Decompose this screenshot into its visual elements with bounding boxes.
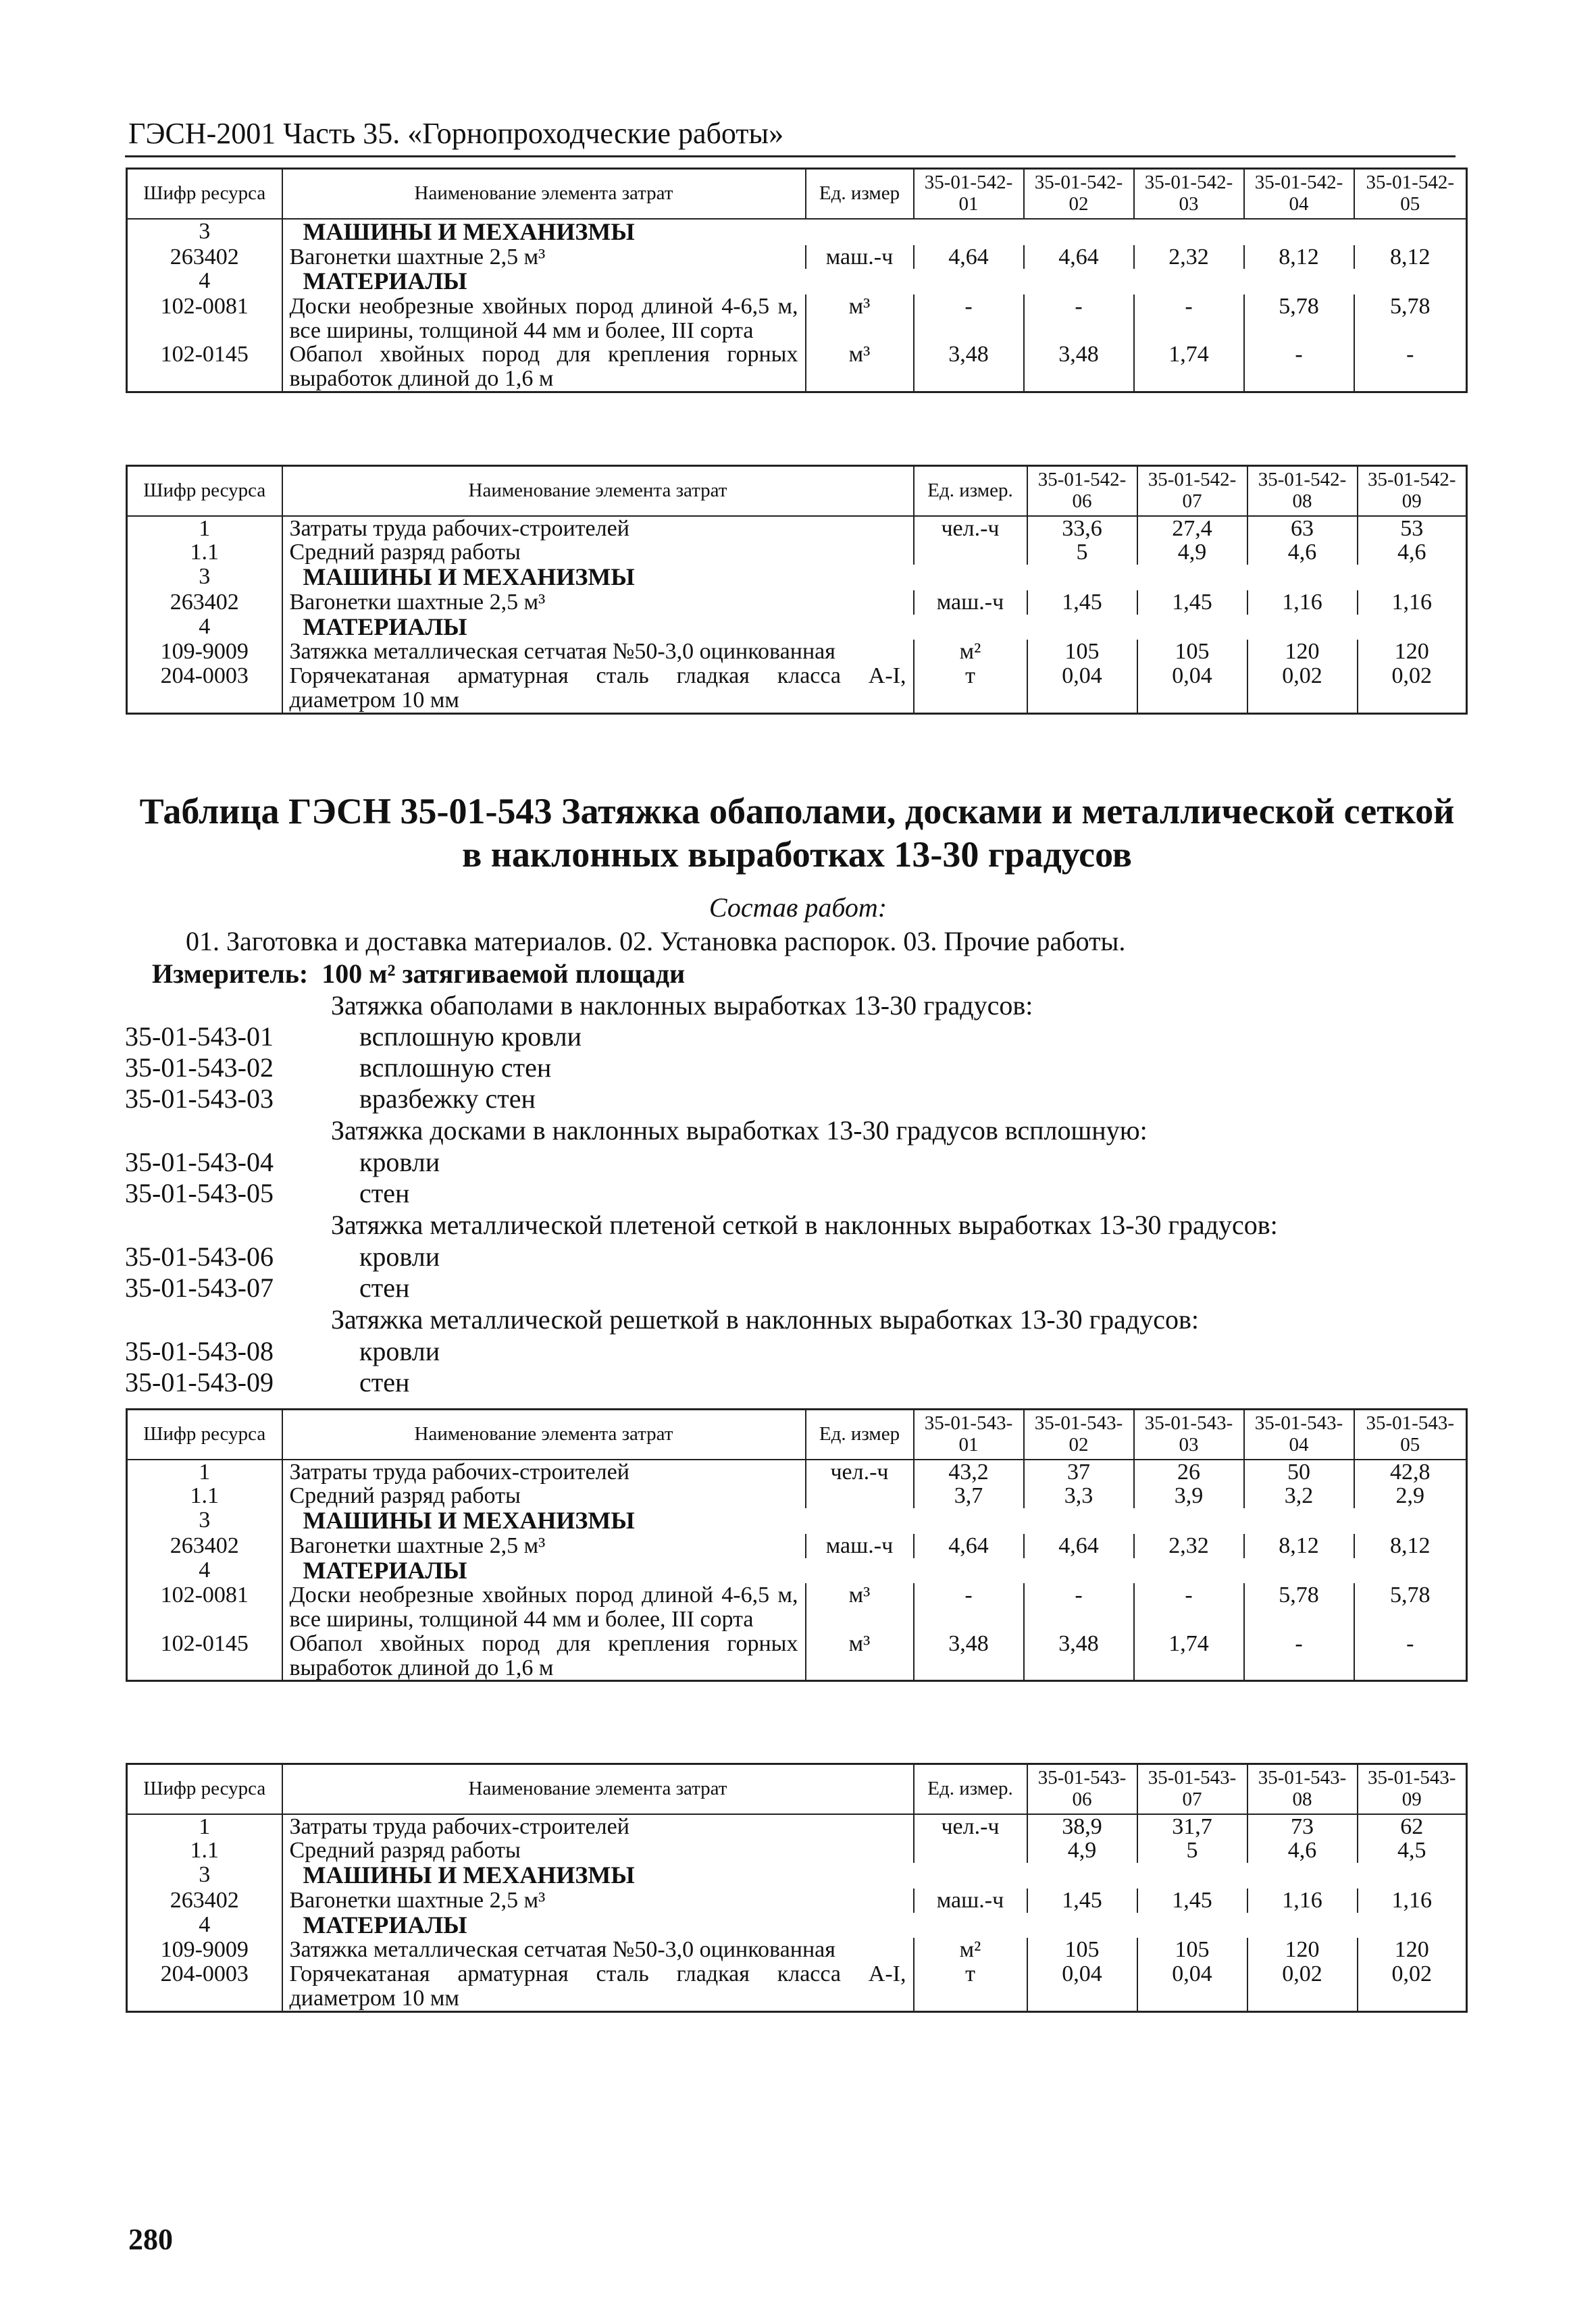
value-cell: 53: [1358, 516, 1467, 541]
cost-element-name: Вагонетки шахтные 2,5 м³: [282, 245, 806, 269]
value-cell: 1,45: [1137, 1888, 1247, 1913]
unit-cell: чел.-ч: [914, 516, 1027, 541]
section-heading: МАШИНЫ И МЕХАНИЗМЫ: [282, 219, 1467, 245]
value-cell: 1,74: [1134, 342, 1244, 392]
column-header: Наименование элемента затрат: [282, 466, 914, 516]
variant-code: 35-01-543-08: [125, 1336, 274, 1366]
table-row: [127, 1888, 1467, 1913]
value-cell: 42,8: [1354, 1460, 1467, 1485]
column-header: 35-01-542-08: [1247, 466, 1358, 516]
value-cell: 1,16: [1358, 1888, 1467, 1913]
value-cell: 0,04: [1137, 1962, 1247, 2011]
value-cell: 0,04: [1137, 664, 1247, 713]
variant-text: кровли: [359, 1241, 440, 1272]
resource-table-543-06-09: [126, 1763, 1468, 2013]
column-header: 35-01-543-02: [1024, 1410, 1134, 1460]
cost-element-name: Обапол хвойных пород для крепления горных выработок длиной до 1,6 м: [282, 342, 806, 392]
value-cell: -: [914, 294, 1024, 342]
running-header: ГЭСН-2001 Часть 35. «Горнопроходческие работы»: [128, 117, 784, 150]
meter: [152, 958, 685, 989]
meter-value: 100 м² затягиваемой площади: [321, 958, 686, 989]
cost-element-name: Затраты труда рабочих-строителей: [282, 1460, 806, 1485]
value-cell: 3,2: [1244, 1484, 1354, 1508]
resource-code: 1.1: [127, 1839, 282, 1863]
value-cell: 33,6: [1027, 516, 1137, 541]
value-cell: 3,7: [914, 1484, 1024, 1508]
unit-cell: маш.-ч: [914, 590, 1027, 615]
unit-cell: т: [914, 664, 1027, 713]
value-cell: 105: [1137, 640, 1247, 664]
value-cell: 4,9: [1137, 540, 1247, 565]
value-cell: 4,64: [1024, 245, 1134, 269]
table-row: [127, 615, 1467, 640]
variant-code: 35-01-543-01: [125, 1021, 274, 1052]
table-row: [127, 1632, 1467, 1681]
value-cell: 5,78: [1244, 294, 1354, 342]
group-title: Затяжка обаполами в наклонных выработках 13-30 градусов:: [331, 990, 1033, 1021]
value-cell: -: [1024, 294, 1134, 342]
header-rule: [125, 155, 1456, 157]
column-header: 35-01-543-08: [1247, 1764, 1358, 1814]
resource-code: 102-0145: [127, 342, 282, 392]
value-cell: 1,45: [1027, 1888, 1137, 1913]
unit-cell: [806, 1484, 914, 1508]
value-cell: 4,64: [914, 245, 1024, 269]
column-header: Ед. измер: [806, 169, 914, 219]
value-cell: 5,78: [1354, 1583, 1467, 1631]
value-cell: 4,6: [1247, 540, 1358, 565]
variant-text: всплошную кровли: [359, 1021, 582, 1052]
value-cell: 120: [1358, 1938, 1467, 1962]
value-cell: 105: [1027, 640, 1137, 664]
column-header: 35-01-542-06: [1027, 466, 1137, 516]
variant-text: всплошную стен: [359, 1052, 552, 1083]
resource-code: 263402: [127, 590, 282, 615]
table-row: [127, 1863, 1467, 1888]
table-row: [127, 516, 1467, 541]
unit-cell: т: [914, 1962, 1027, 2011]
resource-code: 4: [127, 1913, 282, 1938]
resource-code: 3: [127, 565, 282, 590]
value-cell: 5: [1027, 540, 1137, 565]
value-cell: 26: [1134, 1460, 1244, 1485]
column-header: 35-01-542-05: [1354, 169, 1467, 219]
section-heading: МАТЕРИАЛЫ: [282, 1558, 1467, 1584]
value-cell: 120: [1358, 640, 1467, 664]
table-row: [127, 1938, 1467, 1962]
section-heading: МАШИНЫ И МЕХАНИЗМЫ: [282, 1508, 1467, 1534]
value-cell: 3,3: [1024, 1484, 1134, 1508]
value-cell: 0,04: [1027, 1962, 1137, 2011]
value-cell: 1,74: [1134, 1632, 1244, 1681]
table-row: [127, 1534, 1467, 1558]
value-cell: 4,6: [1247, 1839, 1358, 1863]
column-header: 35-01-542-02: [1024, 169, 1134, 219]
variant-text: вразбежку стен: [359, 1083, 536, 1114]
value-cell: 4,64: [914, 1534, 1024, 1558]
value-cell: 120: [1247, 1938, 1358, 1962]
resource-code: 263402: [127, 1888, 282, 1913]
value-cell: 0,02: [1358, 664, 1467, 713]
resource-code: 4: [127, 615, 282, 640]
unit-cell: м³: [806, 1632, 914, 1681]
table-row: [127, 245, 1467, 269]
cost-element-name: Средний разряд работы: [282, 1484, 806, 1508]
unit-cell: [914, 540, 1027, 565]
table-row: [127, 294, 1467, 342]
resource-code: 3: [127, 1508, 282, 1534]
value-cell: 105: [1137, 1938, 1247, 1962]
table-row: [127, 1913, 1467, 1938]
resource-code: 1.1: [127, 1484, 282, 1508]
value-cell: 1,16: [1247, 590, 1358, 615]
column-header: 35-01-542-09: [1358, 466, 1467, 516]
value-cell: 38,9: [1027, 1814, 1137, 1839]
value-cell: 0,02: [1358, 1962, 1467, 2011]
resource-code: 3: [127, 219, 282, 245]
value-cell: 8,12: [1354, 1534, 1467, 1558]
table-row: [127, 1962, 1467, 2011]
column-header: 35-01-542-04: [1244, 169, 1354, 219]
table-row: [127, 1508, 1467, 1534]
unit-cell: чел.-ч: [914, 1814, 1027, 1839]
value-cell: 1,45: [1137, 590, 1247, 615]
value-cell: -: [1134, 294, 1244, 342]
variant-text: стен: [359, 1367, 410, 1397]
unit-cell: м²: [914, 1938, 1027, 1962]
value-cell: 2,32: [1134, 1534, 1244, 1558]
column-header: Ед. измер: [806, 1410, 914, 1460]
table-row: [127, 1460, 1467, 1485]
variant-code: 35-01-543-06: [125, 1241, 274, 1272]
value-cell: 5,78: [1354, 294, 1467, 342]
section-heading: МАШИНЫ И МЕХАНИЗМЫ: [282, 1863, 1467, 1888]
resource-code: 1: [127, 1814, 282, 1839]
value-cell: 43,2: [914, 1460, 1024, 1485]
value-cell: 8,12: [1354, 245, 1467, 269]
resource-code: 3: [127, 1863, 282, 1888]
column-header: Ед. измер.: [914, 1764, 1027, 1814]
resource-code: 263402: [127, 245, 282, 269]
variant-text: кровли: [359, 1147, 440, 1177]
cost-element-name: Горячекатаная арматурная сталь гладкая класса А-I, диаметром 10 мм: [282, 664, 914, 713]
cost-element-name: Средний разряд работы: [282, 540, 914, 565]
table-row: [127, 640, 1467, 664]
column-header: 35-01-542-03: [1134, 169, 1244, 219]
column-header: Шифр ресурса: [127, 1764, 282, 1814]
table-row: [127, 219, 1467, 245]
variant-text: стен: [359, 1178, 410, 1208]
section-heading: МАТЕРИАЛЫ: [282, 615, 1467, 640]
resource-code: 109-9009: [127, 1938, 282, 1962]
unit-cell: маш.-ч: [806, 1534, 914, 1558]
value-cell: -: [1354, 1632, 1467, 1681]
cost-element-name: Вагонетки шахтные 2,5 м³: [282, 1888, 914, 1913]
value-cell: 27,4: [1137, 516, 1247, 541]
section-heading: МАТЕРИАЛЫ: [282, 1913, 1467, 1938]
value-cell: 50: [1244, 1460, 1354, 1485]
value-cell: 5,78: [1244, 1583, 1354, 1631]
value-cell: -: [1134, 1583, 1244, 1631]
table-row: [127, 565, 1467, 590]
variant-code: 35-01-543-05: [125, 1178, 274, 1208]
resource-code: 102-0081: [127, 294, 282, 342]
table-row: [127, 1839, 1467, 1863]
variant-code: 35-01-543-07: [125, 1272, 274, 1303]
table-row: [127, 540, 1467, 565]
value-cell: 1,45: [1027, 590, 1137, 615]
variant-code: 35-01-543-04: [125, 1147, 274, 1177]
value-cell: -: [914, 1583, 1024, 1631]
column-header: 35-01-542-07: [1137, 466, 1247, 516]
resource-code: 4: [127, 1558, 282, 1584]
resource-code: 204-0003: [127, 1962, 282, 2011]
column-header: 35-01-543-05: [1354, 1410, 1467, 1460]
value-cell: 2,32: [1134, 245, 1244, 269]
value-cell: 4,9: [1027, 1839, 1137, 1863]
column-header: Шифр ресурса: [127, 169, 282, 219]
cost-element-name: Затяжка металлическая сетчатая №50-3,0 оцинкованная: [282, 640, 914, 664]
group-title: Затяжка металлической плетеной сеткой в наклонных выработках 13-30 градусов:: [331, 1210, 1278, 1240]
cost-element-name: Затраты труда рабочих-строителей: [282, 516, 914, 541]
unit-cell: м²: [914, 640, 1027, 664]
value-cell: 62: [1358, 1814, 1467, 1839]
resource-table-542-01-05: [126, 168, 1468, 393]
column-header: 35-01-543-07: [1137, 1764, 1247, 1814]
value-cell: 120: [1247, 640, 1358, 664]
column-header: 35-01-543-01: [914, 1410, 1024, 1460]
variant-text: стен: [359, 1272, 410, 1303]
table-row: [127, 342, 1467, 392]
value-cell: 3,48: [914, 1632, 1024, 1681]
value-cell: 4,64: [1024, 1534, 1134, 1558]
value-cell: 0,02: [1247, 664, 1358, 713]
value-cell: 3,48: [914, 342, 1024, 392]
unit-cell: м³: [806, 294, 914, 342]
meter-label: Измеритель:: [152, 958, 309, 989]
value-cell: 63: [1247, 516, 1358, 541]
value-cell: 4,5: [1358, 1839, 1467, 1863]
unit-cell: [914, 1839, 1027, 1863]
value-cell: -: [1244, 1632, 1354, 1681]
resource-code: 1.1: [127, 540, 282, 565]
table-row: [127, 1583, 1467, 1631]
variant-code: 35-01-543-09: [125, 1367, 274, 1397]
value-cell: -: [1024, 1583, 1134, 1631]
unit-cell: м³: [806, 342, 914, 392]
composition-heading: Состав работ:: [709, 892, 887, 923]
value-cell: 73: [1247, 1814, 1358, 1839]
cost-element-name: Доски необрезные хвойных пород длиной 4-6,5 м, все ширины, толщиной 44 мм и более, III сорта: [282, 1583, 806, 1631]
column-header: Шифр ресурса: [127, 1410, 282, 1460]
table-row: [127, 590, 1467, 615]
section-heading: МАШИНЫ И МЕХАНИЗМЫ: [282, 565, 1467, 590]
column-header: Шифр ресурса: [127, 466, 282, 516]
cost-element-name: Обапол хвойных пород для крепления горных выработок длиной до 1,6 м: [282, 1632, 806, 1681]
column-header: 35-01-543-04: [1244, 1410, 1354, 1460]
value-cell: 3,48: [1024, 342, 1134, 392]
value-cell: 1,16: [1247, 1888, 1358, 1913]
column-header: 35-01-543-03: [1134, 1410, 1244, 1460]
resource-table-542-06-09: [126, 465, 1468, 715]
variant-code: 35-01-543-03: [125, 1083, 274, 1114]
value-cell: 0,02: [1247, 1962, 1358, 2011]
variant-code: 35-01-543-02: [125, 1052, 274, 1083]
page-number: 280: [128, 2223, 173, 2256]
column-header: 35-01-542-01: [914, 169, 1024, 219]
value-cell: 5: [1137, 1839, 1247, 1863]
value-cell: 3,9: [1134, 1484, 1244, 1508]
value-cell: 105: [1027, 1938, 1137, 1962]
value-cell: 0,04: [1027, 664, 1137, 713]
table-row: [127, 269, 1467, 294]
value-cell: 31,7: [1137, 1814, 1247, 1839]
resource-code: 263402: [127, 1534, 282, 1558]
unit-cell: маш.-ч: [914, 1888, 1027, 1913]
cost-element-name: Затраты труда рабочих-строителей: [282, 1814, 914, 1839]
table-row: [127, 664, 1467, 713]
resource-code: 1: [127, 1460, 282, 1485]
value-cell: 4,6: [1358, 540, 1467, 565]
resource-code: 102-0081: [127, 1583, 282, 1631]
value-cell: 37: [1024, 1460, 1134, 1485]
resource-code: 102-0145: [127, 1632, 282, 1681]
value-cell: 1,16: [1358, 590, 1467, 615]
column-header: Наименование элемента затрат: [282, 1764, 914, 1814]
resource-table-543-01-05: [126, 1408, 1468, 1682]
value-cell: -: [1354, 342, 1467, 392]
column-header: Ед. измер.: [914, 466, 1027, 516]
group-title: Затяжка металлической решеткой в наклонных выработках 13-30 градусов:: [331, 1304, 1199, 1335]
value-cell: -: [1244, 342, 1354, 392]
resource-code: 204-0003: [127, 664, 282, 713]
column-header: Наименование элемента затрат: [282, 169, 806, 219]
cost-element-name: Вагонетки шахтные 2,5 м³: [282, 590, 914, 615]
composition-text: 01. Заготовка и доставка материалов. 02. Установка распорок. 03. Прочие работы.: [186, 926, 1126, 956]
column-header: 35-01-543-09: [1358, 1764, 1467, 1814]
unit-cell: м³: [806, 1583, 914, 1631]
variant-text: кровли: [359, 1336, 440, 1366]
cost-element-name: Затяжка металлическая сетчатая №50-3,0 оцинкованная: [282, 1938, 914, 1962]
table-row: [127, 1558, 1467, 1584]
value-cell: 8,12: [1244, 1534, 1354, 1558]
unit-cell: маш.-ч: [806, 245, 914, 269]
column-header: 35-01-543-06: [1027, 1764, 1137, 1814]
cost-element-name: Средний разряд работы: [282, 1839, 914, 1863]
unit-cell: чел.-ч: [806, 1460, 914, 1485]
value-cell: 8,12: [1244, 245, 1354, 269]
table-title: Таблица ГЭСН 35-01-543 Затяжка обаполами, досками и металлической сеткой в наклонных выработках 13-30 градусов: [139, 791, 1455, 875]
cost-element-name: Вагонетки шахтные 2,5 м³: [282, 1534, 806, 1558]
table-row: [127, 1484, 1467, 1508]
value-cell: 3,48: [1024, 1632, 1134, 1681]
resource-code: 109-9009: [127, 640, 282, 664]
group-title: Затяжка досками в наклонных выработках 13-30 градусов всплошную:: [331, 1115, 1148, 1146]
cost-element-name: Горячекатаная арматурная сталь гладкая класса А-I, диаметром 10 мм: [282, 1962, 914, 2011]
section-heading: МАТЕРИАЛЫ: [282, 269, 1467, 294]
resource-code: 4: [127, 269, 282, 294]
cost-element-name: Доски необрезные хвойных пород длиной 4-6,5 м, все ширины, толщиной 44 мм и более, III сорта: [282, 294, 806, 342]
value-cell: 2,9: [1354, 1484, 1467, 1508]
resource-code: 1: [127, 516, 282, 541]
column-header: Наименование элемента затрат: [282, 1410, 806, 1460]
table-row: [127, 1814, 1467, 1839]
